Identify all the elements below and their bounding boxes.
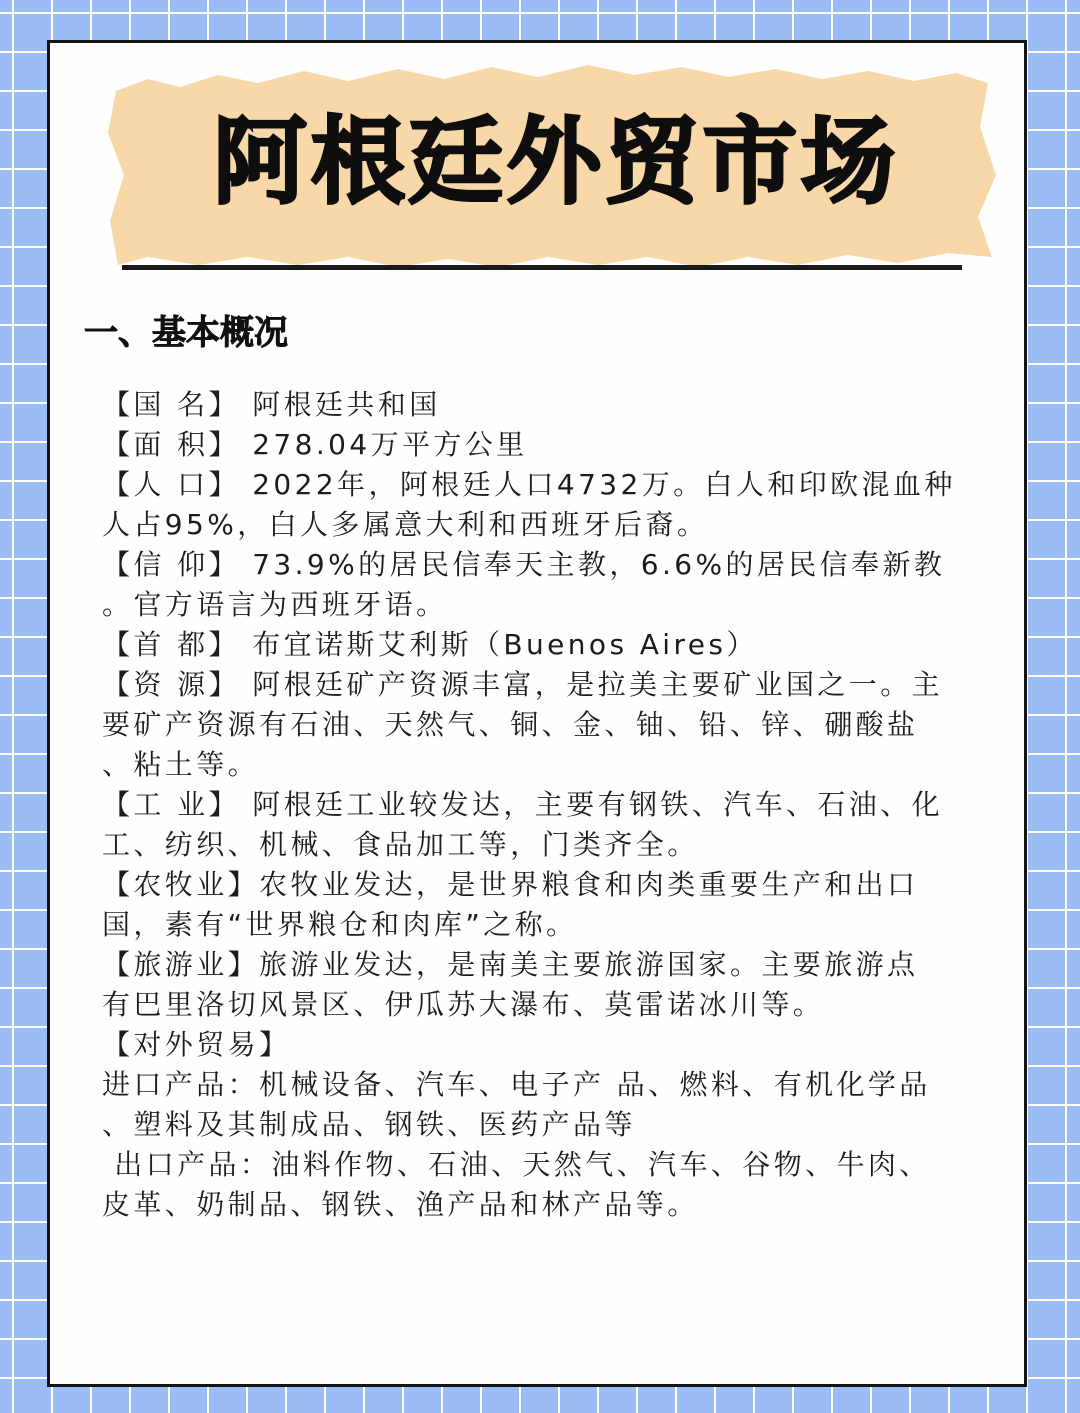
text-line: 工、纺织、机械、食品加工等，门类齐全。 bbox=[102, 828, 699, 861]
text-line: 人占95%，白人多属意大利和西班牙后裔。 bbox=[102, 508, 709, 541]
text-line: 【旅游业】旅游业发达，是南美主要旅游国家。主要旅游点 bbox=[102, 948, 919, 981]
text-line: 【对外贸易】 bbox=[102, 1028, 291, 1061]
text-line: 有巴里洛切风景区、伊瓜苏大瀑布、莫雷诺冰川等。 bbox=[102, 988, 825, 1021]
text-line: 国，素有“世界粮仓和肉库”之称。 bbox=[102, 908, 578, 941]
page-title: 阿根廷外贸市场 bbox=[212, 108, 899, 217]
title-banner bbox=[108, 57, 1004, 275]
text-line: 、粘土等。 bbox=[102, 748, 260, 781]
text-line: 、塑料及其制成品、钢铁、医药产品等 bbox=[102, 1108, 636, 1141]
text-line: 。官方语言为西班牙语。 bbox=[102, 588, 448, 621]
content-card bbox=[47, 40, 1027, 1387]
text-line: 【信 仰】 73.9%的居民信奉天主教，6.6%的居民信奉新教 bbox=[102, 548, 946, 581]
text-line: 进口产品：机械设备、汽车、电子产 品、燃料、有机化学品 bbox=[102, 1068, 931, 1101]
text-line: 【资 源】 阿根廷矿产资源丰富，是拉美主要矿业国之一。主 bbox=[102, 668, 944, 701]
text-line: 皮革、奶制品、钢铁、渔产品和林产品等。 bbox=[102, 1188, 699, 1221]
text-line: 【工 业】 阿根廷工业较发达，主要有钢铁、汽车、石油、化 bbox=[102, 788, 944, 821]
text-line: 出口产品：油料作物、石油、天然气、汽车、谷物、牛肉、 bbox=[102, 1148, 931, 1181]
section-heading: 一、基本概况 bbox=[84, 313, 288, 353]
title-underline bbox=[122, 265, 962, 270]
text-line: 【农牧业】农牧业发达，是世界粮食和肉类重要生产和出口 bbox=[102, 868, 919, 901]
text-line: 【面 积】 278.04万平方公里 bbox=[102, 428, 528, 461]
text-line: 要矿产资源有石油、天然气、铜、金、铀、铅、锌、硼酸盐 bbox=[102, 708, 919, 741]
text-line: 【国 名】 阿根廷共和国 bbox=[102, 388, 441, 421]
text-line: 【人 口】 2022年，阿根廷人口4732万。白人和印欧混血种 bbox=[102, 468, 956, 501]
text-line: 【首 都】 布宜诺斯艾利斯（Buenos Aires） bbox=[102, 628, 758, 661]
profile-text bbox=[102, 385, 982, 1225]
